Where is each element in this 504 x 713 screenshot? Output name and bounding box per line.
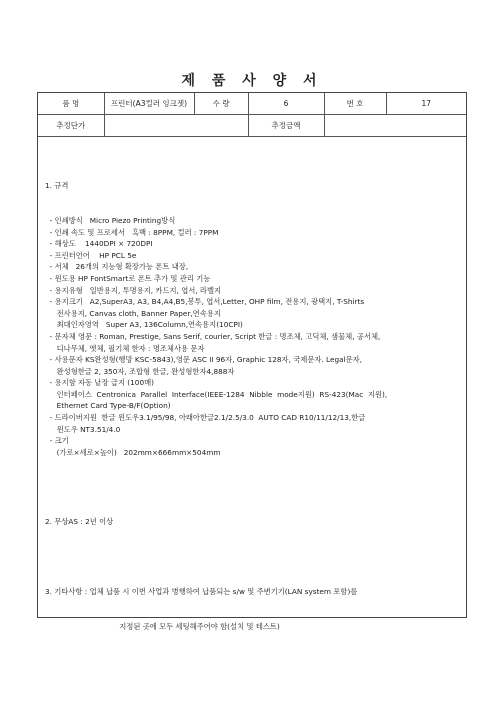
quantity-value: 6 (248, 93, 324, 115)
section-2-warranty: 2. 무상AS : 2년 이상 (45, 517, 114, 527)
unit-price-label: 추정단가 (38, 115, 104, 137)
document-title: 제 품 사 양 서 (181, 73, 323, 89)
spec-line: - 크기 (45, 436, 69, 446)
spec-line: - 인쇄 속도 및 프로세서 흑백 : 8PPM, 컬러 : 7PPM (45, 227, 219, 237)
spec-line: - 프린터언어 HP PCL 5e (45, 250, 137, 260)
spec-line: 인터페이스 Centronica Parallel Interface(IEEE-1284 Nibble mode지원) RS-423(Mac 지원), (45, 389, 388, 399)
spec-line: - 사용문자 KS완성형(행망 KSC-5843),영문 ASC II 96자, Graphic 128자, 국제문자. Legal문자, (45, 355, 363, 365)
spec-sheet-frame (37, 92, 467, 631)
spec-line: - 문자체 영문 : Roman, Prestige, Sans Serif, courier, Script 한글 : 명조체, 고딕체, 샘물체, 공서체, (45, 331, 381, 341)
spec-line: - 용지함 자동 낱장 급지 (100매) (45, 378, 154, 388)
spec-line: 디나무체, 엣체, 필기체 한자 : 명조체사용 문자 (45, 343, 205, 353)
section-3-line-2: 지정된 곳에 모두 세팅해주어야 함(설치 및 테스트) (45, 621, 280, 631)
spec-line: 완성형한글 2, 350자, 조합형 한글, 완성형한자4,888자 (45, 366, 235, 376)
spec-body (45, 157, 463, 656)
spec-line: - 용지크기 A2,SuperA3, A3, B4,A4,B5,봉투, 엽서,Letter, OHP film, 전용지, 광택지, T-Shirts (45, 297, 365, 307)
quantity-label: 수 량 (194, 93, 248, 115)
spec-line: - 윈도용 HP FontSmart로 폰트 추가 및 관리 기능 (45, 273, 211, 283)
section-1-title: 1. 규격 (45, 181, 69, 191)
spec-line: - 해상도 1440DPI × 720DPI (45, 239, 153, 249)
amount-value (324, 115, 466, 137)
header-row-1 (38, 93, 466, 115)
section-3-line-1: 3. 기타사항 : 업체 납품 시 이번 사업과 병행하여 납품되는 s/w 및 주변기기(LAN system 포함)를 (45, 586, 358, 596)
unit-price-value (104, 115, 248, 137)
header-table (38, 93, 466, 137)
amount-label: 추정금액 (248, 115, 324, 137)
number-label: 번 호 (324, 93, 386, 115)
spec-line: - 드라이버지원 한글 윈도우3.1/95/98, 아래아한글2.1/2.5/3.0 AUTO CAD R10/11/12/13,한글 (45, 413, 366, 423)
number-value: 17 (386, 93, 466, 115)
spec-line: Ethernet Card Type-B/F(Option) (45, 401, 171, 411)
spec-line: - 서체 26개의 지능형 확장가능 폰트 내장, (45, 262, 189, 272)
spec-line: (가로×세로×높이) 202mm×666mm×504mm (45, 447, 221, 457)
spec-line: 최대인자영역 Super A3, 136Column,연속용지(10CPI) (45, 320, 243, 330)
product-value: 프린터(A3컬러 잉크젯) (104, 93, 194, 115)
spec-line: - 인쇄방식 Micro Piezo Printing방식 (45, 215, 176, 225)
spec-line: 전사용지, Canvas cloth, Banner Paper,연속용지 (45, 308, 221, 318)
spec-line: 윈도우 NT3.51/4.0 (45, 424, 121, 434)
spec-line: - 용지유형 일반용지, 투명용지, 카드지, 엽서, 라벨지 (45, 285, 222, 295)
section-1-lines (45, 215, 463, 458)
header-row-2 (38, 115, 466, 137)
product-label: 품 명 (38, 93, 104, 115)
